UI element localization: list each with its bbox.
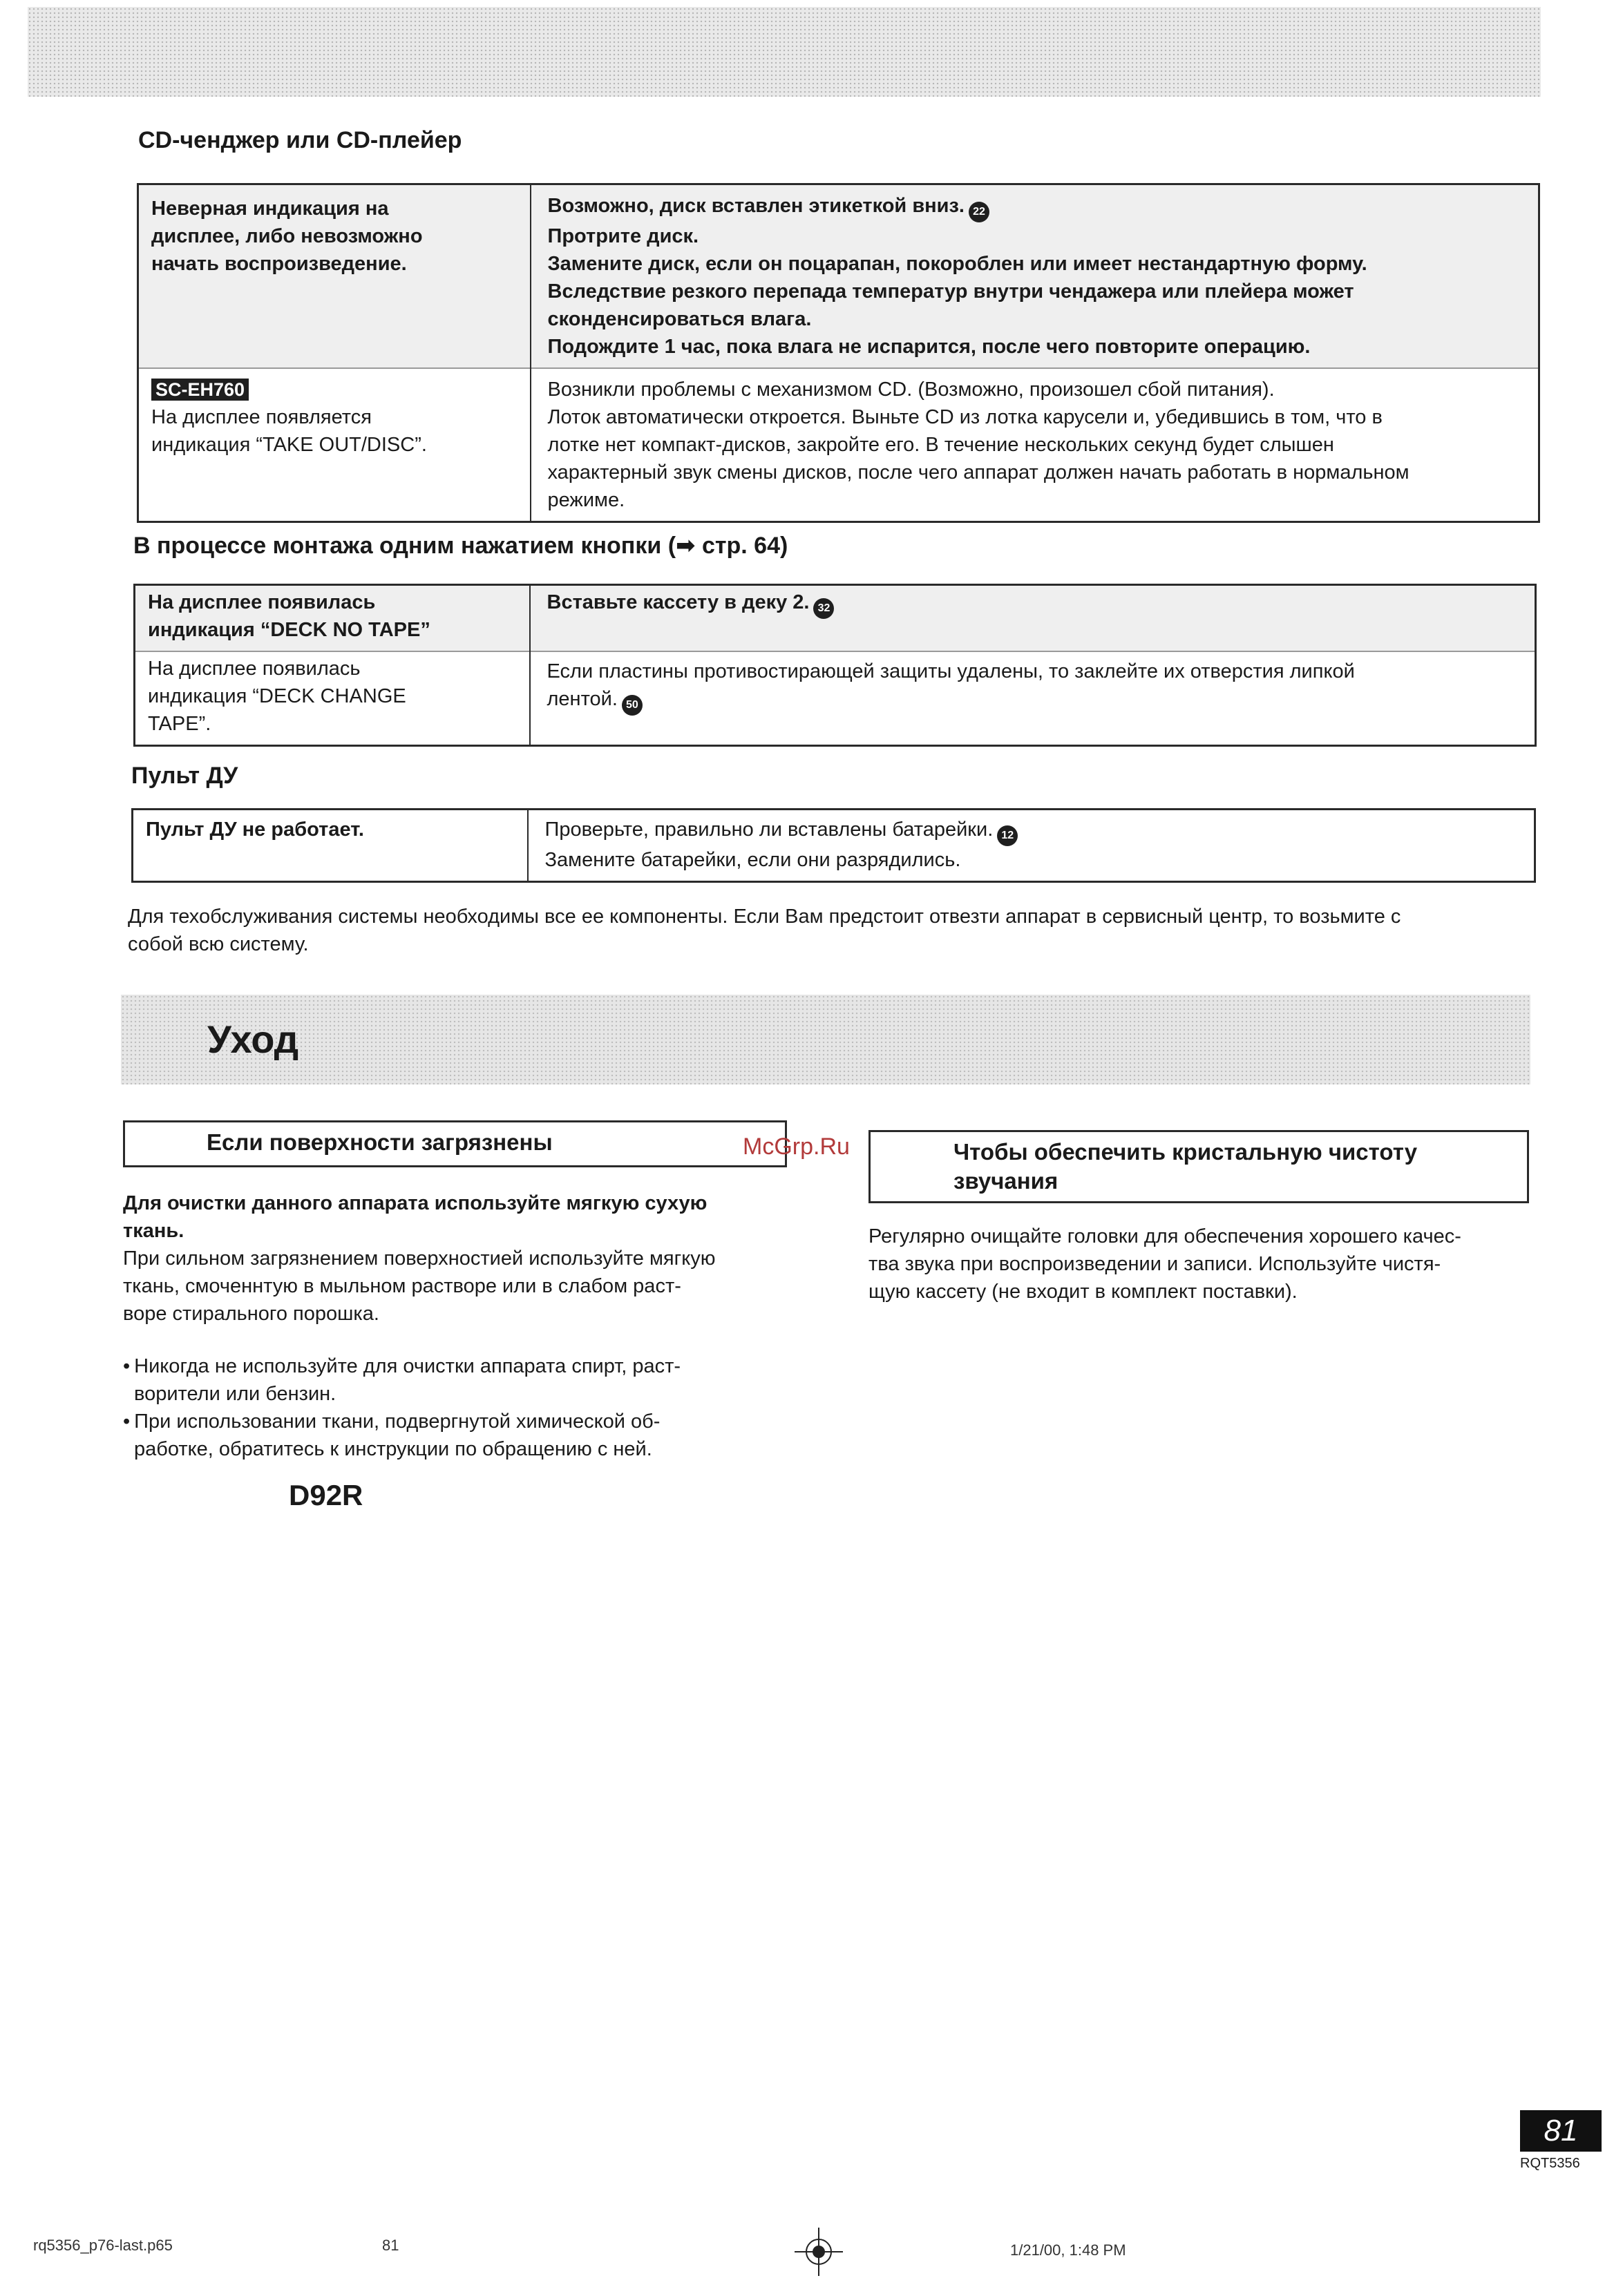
sound-clarity-box: Чтобы обеспечить кристальную чистоту звучания [868, 1130, 1529, 1203]
table-row [133, 810, 1535, 882]
footer-timestamp: 1/21/00, 1:48 PM [1010, 2241, 1126, 2259]
care-heading-band [121, 995, 1530, 1084]
solution-cell: Возникли проблемы с механизмом CD. (Возможно, произошел сбой питания). Лоток автоматически откроется. Выньте CD из лотка карусели и, убедившись в том, что в лотке нет компакт-дисков, закройте его. В течение нескольких секунд будет слышен характерный звук смены дисков, после чего аппарат должен начать работать в нормальном режиме. [547, 379, 1409, 511]
bullet-icon [123, 1410, 134, 1433]
header-texture-strip [28, 7, 1541, 97]
table-row [138, 184, 1539, 369]
registration-mark-icon [795, 2228, 843, 2276]
list-item: • Никогда не используйте для очистки аппарата спирт, раст- [123, 1352, 786, 1380]
solution-cell: Если пластины противостирающей защиты удалены, то заклейте их отверстия липкой лентой. 50 [531, 652, 1535, 723]
section-title-edit: В процессе монтажа одним нажатием кнопки (➡ стр. 64) [133, 533, 788, 559]
solution-cell: Вставьте кассету в деку 2. 32 [531, 586, 1535, 626]
problem-cell: На дисплее появилась индикация “DECK NO TAPE” [148, 591, 430, 641]
problem-cell: На дисплее появилась индикация “DECK CHANGE TAPE”. [148, 658, 406, 735]
solution-cell: Проверьте, правильно ли вставлены батарейки. 12 Замените батарейки, если они разрядились. [529, 810, 1535, 881]
table-row [135, 585, 1536, 652]
table-row [135, 651, 1536, 746]
problem-cell: SC-EH760 На дисплее появляется индикация “TAKE OUT/DISC”. [151, 379, 427, 456]
footer-file-name: rq5356_p76-last.p65 [33, 2237, 173, 2254]
sound-clarity-text: Регулярно очищайте головки для обеспечения хорошего качес- тва звука при воспроизведении и записи. Используйте чистя- щую кассету (не входит в комплект поставки). [868, 1225, 1461, 1303]
service-note: Для техобслуживания системы необходимы все ее компоненты. Если Вам предстоит отвезти аппарат в сервисный центр, то возьмите с собой всю систему. [128, 906, 1401, 955]
care-heading: Уход [207, 1017, 299, 1061]
edit-troubleshooting-table [133, 584, 1537, 747]
model-code: D92R [289, 1479, 363, 1511]
surface-cleaning-text: Для очистки данного аппарата используйте мягкую сухую ткань. При сильном загрязнением поверхностией используйте мягкую ткань, смоченнтую в мыльном растворе или в слабом раст- воре стирального порошка. • Никогда не используйте для очистки аппарата спирт, раст- ворители или бензин. • При использовании ткани, подвергнутой химической об- работке, обратитесь к инструкции по обращению с ней. [123, 1189, 786, 1463]
watermark: McGrp.Ru [743, 1133, 850, 1160]
reference-number-badge: 32 [813, 598, 834, 619]
section-title-cd: CD-ченджер или CD-плейер [138, 127, 462, 153]
section-title-remote: Пульт ДУ [131, 763, 238, 789]
list-item: • При использовании ткани, подвергнутой химической об- [123, 1408, 786, 1435]
reference-number-badge: 12 [997, 825, 1018, 846]
table-row [138, 368, 1539, 522]
remote-troubleshooting-table [131, 808, 1536, 883]
page-number: 81 [1520, 2110, 1602, 2152]
cd-troubleshooting-table [137, 183, 1540, 523]
box-title: Если поверхности загрязнены [207, 1129, 553, 1155]
reference-number-badge: 22 [969, 202, 989, 222]
bullet-icon [123, 1355, 134, 1377]
problem-cell: Неверная индикация на дисплее, либо невозможно начать воспроизведение. [151, 198, 423, 275]
model-tag: SC-EH760 [151, 379, 249, 401]
footer-page: 81 [382, 2237, 399, 2254]
doc-code: RQT5356 [1520, 2156, 1580, 2171]
problem-cell: Пульт ДУ не работает. [146, 819, 364, 841]
surface-cleaning-box [123, 1120, 787, 1167]
reference-number-badge: 50 [622, 695, 643, 716]
solution-cell: Возможно, диск вставлен этикеткой вниз. 22 Протрите диск. Замените диск, если он поцарапан, покороблен или имеет нестандартную форму. Вследствие резкого перепада температур внутри чендажера или плейера может сконденсироваться влага. Подождите 1 час, пока влага не испарится, после чего повторите операцию. [547, 195, 1367, 358]
